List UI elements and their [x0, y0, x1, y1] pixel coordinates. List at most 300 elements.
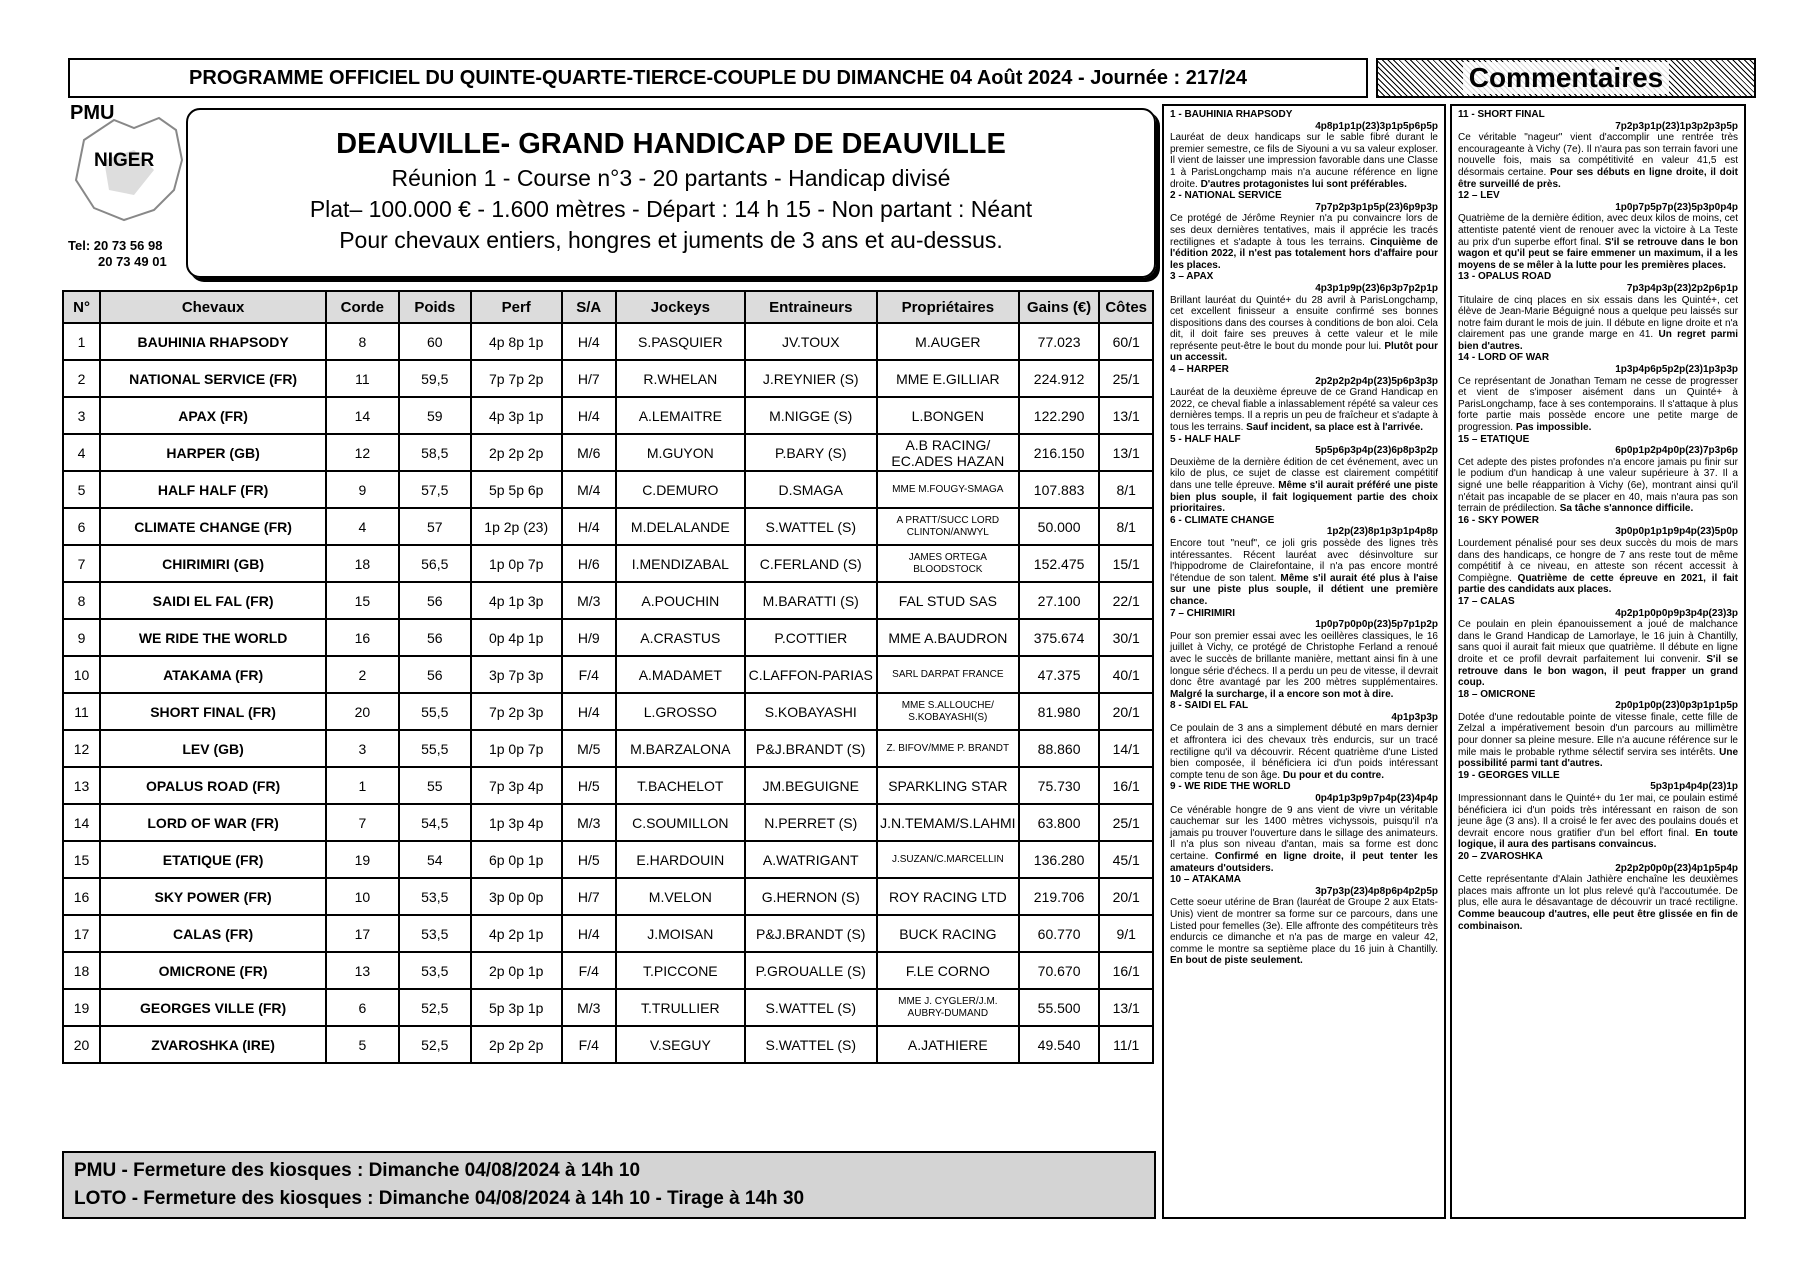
table-cell: 10 [63, 656, 100, 693]
table-cell: JM.BEGUIGNE [745, 767, 877, 804]
table-cell: 4p 8p 1p [471, 323, 562, 360]
comment-block [1458, 434, 1738, 515]
table-cell: 5 [326, 1026, 398, 1063]
table-row [63, 323, 1153, 360]
table-cell: M.DELALANDE [616, 508, 745, 545]
table-cell: 55 [399, 767, 471, 804]
table-cell: C.LAFFON-PARIAS [745, 656, 877, 693]
comment-horse-name: 11 - SHORT FINAL [1458, 109, 1545, 120]
table-cell: 9 [63, 619, 100, 656]
comment-conclusion: Même s'il aurait préféré une piste bien plus souple, il fait logiquement partie des choix prioritaires. [1170, 480, 1438, 515]
comment-horse-name: 18 – OMICRONE [1458, 688, 1536, 700]
table-cell: A.WATRIGANT [745, 841, 877, 878]
comment-text [1170, 723, 1438, 781]
table-cell: M.GUYON [616, 434, 745, 471]
comment-perf: 7p7p2p3p1p5p(23)6p9p3p [1315, 201, 1438, 213]
table-cell: 50.000 [1019, 508, 1100, 545]
table-cell: 13/1 [1099, 397, 1153, 434]
comment-body: Ce véritable "nageur" vient d'accomplir une rentrée très encourageante à Vichy (7e). Il n'aura pas son terrain favori une nouvelle fois, mais sa compétitivité en valeur 41,5 est désormais certaine. [1458, 132, 1738, 178]
table-cell: 56 [399, 656, 471, 693]
col-header-jockeys: Jockeys [616, 291, 745, 323]
comment-conclusion: Sauf incident, sa place est à l'arrivée. [1246, 422, 1424, 434]
comment-text [1458, 712, 1738, 770]
table-cell: J.REYNIER (S) [745, 360, 877, 397]
comment-horse-name: 8 - SAIDI EL FAL [1170, 700, 1249, 712]
table-cell: A.LEMAITRE [616, 397, 745, 434]
table-cell: 56,5 [399, 545, 471, 582]
comment-text [1170, 213, 1438, 271]
comment-text [1458, 538, 1738, 596]
comment-block [1458, 515, 1738, 596]
table-cell: Z. BIFOV/MME P. BRANDT [877, 730, 1019, 767]
table-cell: A.CRASTUS [616, 619, 745, 656]
comment-horse-name: 10 – ATAKAMA [1170, 874, 1241, 886]
table-cell: 152.475 [1019, 545, 1100, 582]
table-cell: 7 [63, 545, 100, 582]
race-info-1: Réunion 1 - Course n°3 - 20 partants - Handicap divisé [391, 165, 951, 191]
table-cell: F/4 [562, 1026, 616, 1063]
comment-perf: 4p8p1p1p(23)3p1p5p6p5p [1315, 120, 1438, 132]
comment-perf: 3p7p3p(23)4p8p6p4p2p5p [1315, 885, 1438, 897]
comment-body: Quatrième de la dernière édition, avec deux kilos de moins, cet attentiste patenté vient de renouer avec la victoire à La Teste au prix d'un superbe effort final. [1458, 213, 1738, 248]
comment-conclusion: Confirmé en ligne droite, il peut tenter les amateurs d'outsiders. [1170, 851, 1438, 874]
table-cell: 219.706 [1019, 878, 1100, 915]
comment-conclusion: S'il se retrouve dans le bon wagon et qu'il peut se faire emmener un maximum, il a les moyens de se mêler à la lutte pour les premières places. [1458, 236, 1739, 271]
table-cell: 20 [63, 1026, 100, 1063]
table-cell: 27.100 [1019, 582, 1100, 619]
comment-text [1458, 213, 1738, 271]
table-cell: 45/1 [1099, 841, 1153, 878]
table-row [63, 804, 1153, 841]
col-header-chevaux: Chevaux [100, 291, 326, 323]
table-cell: P.COTTIER [745, 619, 877, 656]
table-cell: 56 [399, 582, 471, 619]
table-cell: 6 [326, 989, 398, 1026]
table-cell: 60.770 [1019, 915, 1100, 952]
comment-horse-name: 5 - HALF HALF [1170, 433, 1241, 445]
comment-horse-name: 14 - LORD OF WAR [1458, 352, 1550, 364]
table-cell: 7p 2p 3p [471, 693, 562, 730]
closing-info [62, 1151, 1156, 1219]
comment-perf: 4p1p3p3p [1391, 711, 1438, 723]
comment-horse-name: 3 – APAX [1170, 271, 1214, 283]
table-cell: 11/1 [1099, 1026, 1153, 1063]
comment-conclusion: D'autres protagonistes lui sont préférables. [1200, 178, 1407, 190]
table-cell: 17 [63, 915, 100, 952]
table-cell: 2 [326, 656, 398, 693]
table-row [63, 952, 1153, 989]
table-cell: M.AUGER [877, 323, 1019, 360]
table-cell: A.MADAMET [616, 656, 745, 693]
pmu-logo [64, 100, 186, 245]
comment-perf: 4p2p1p0p0p9p3p4p(23)3p [1615, 607, 1738, 619]
comment-text [1458, 619, 1738, 689]
table-cell: APAX (FR) [100, 397, 326, 434]
table-cell: 4 [63, 434, 100, 471]
comment-block [1170, 190, 1438, 271]
table-cell: 60 [399, 323, 471, 360]
comment-conclusion: Un regret parmi bien d'autres. [1458, 329, 1738, 352]
table-cell: 55.500 [1019, 989, 1100, 1026]
comment-block [1170, 874, 1438, 967]
race-info-3: Pour chevaux entiers, hongres et juments de 3 ans et au-dessus. [339, 227, 1003, 253]
table-cell: 13/1 [1099, 989, 1153, 1026]
comment-text [1458, 376, 1738, 434]
table-cell: 4p 1p 3p [471, 582, 562, 619]
comment-conclusion: Du pour et du contre. [1282, 769, 1384, 781]
comment-perf: 5p3p1p4p4p(23)1p [1650, 781, 1738, 793]
table-cell: LEV (GB) [100, 730, 326, 767]
comment-perf: 6p0p1p2p4p0p(23)7p3p6p [1615, 445, 1738, 457]
table-cell: MME J. CYGLER/J.M. AUBRY-DUMAND [877, 989, 1019, 1026]
table-cell: D.SMAGA [745, 471, 877, 508]
table-cell: 3p 7p 3p [471, 656, 562, 693]
table-cell: L.GROSSO [616, 693, 745, 730]
table-cell: 88.860 [1019, 730, 1100, 767]
table-cell: 11 [326, 360, 398, 397]
table-cell: 8 [326, 323, 398, 360]
table-cell: 13/1 [1099, 434, 1153, 471]
table-cell: H/4 [562, 693, 616, 730]
table-cell: ATAKAMA (FR) [100, 656, 326, 693]
table-cell: 14 [63, 804, 100, 841]
comment-horse-name: 20 – ZVAROSHKA [1458, 851, 1543, 862]
table-cell: NATIONAL SERVICE (FR) [100, 360, 326, 397]
table-cell: ETATIQUE (FR) [100, 841, 326, 878]
table-cell: HALF HALF (FR) [100, 471, 326, 508]
table-cell: P&J.BRANDT (S) [745, 730, 877, 767]
table-cell: 4p 2p 1p [471, 915, 562, 952]
comment-text [1170, 295, 1438, 365]
table-row [63, 767, 1153, 804]
table-cell: 1 [63, 323, 100, 360]
table-cell: C.SOUMILLON [616, 804, 745, 841]
comment-text [1170, 132, 1438, 190]
table-cell: C.FERLAND (S) [745, 545, 877, 582]
table-cell: LORD OF WAR (FR) [100, 804, 326, 841]
table-cell: 10 [326, 878, 398, 915]
table-row [63, 693, 1153, 730]
table-cell: H/4 [562, 323, 616, 360]
table-cell: 1p 3p 4p [471, 804, 562, 841]
table-cell: 12 [63, 730, 100, 767]
comment-block [1170, 515, 1438, 608]
table-cell: M/3 [562, 989, 616, 1026]
table-cell: OPALUS ROAD (FR) [100, 767, 326, 804]
table-cell: 55,5 [399, 693, 471, 730]
comment-horse-name: 2 - NATIONAL SERVICE [1170, 190, 1282, 202]
comment-body: Lourdement pénalisé pour ses deux succès du mois de mars dans des handicaps, ce hongre de 7 ans reste tout de même compétitif à ce niveau, en atteste son récent accessit à Compiègne. [1458, 537, 1738, 584]
comment-horse-name: 13 - OPALUS ROAD [1458, 271, 1552, 283]
comment-conclusion: S'il se retrouve dans le bon wagon, il peut frapper un grand coup. [1458, 653, 1739, 689]
table-cell: SKY POWER (FR) [100, 878, 326, 915]
table-cell: 7p 7p 2p [471, 360, 562, 397]
table-cell: 52,5 [399, 1026, 471, 1063]
comment-horse-name: 16 - SKY POWER [1458, 514, 1539, 526]
table-cell: SHORT FINAL (FR) [100, 693, 326, 730]
table-cell: 1 [326, 767, 398, 804]
table-cell: BUCK RACING [877, 915, 1019, 952]
table-cell: 54,5 [399, 804, 471, 841]
comment-conclusion: Une possibilité parmi tant d'autres. [1458, 746, 1739, 770]
comment-conclusion: Pas impossible. [1515, 422, 1592, 434]
table-cell: 6p 0p 1p [471, 841, 562, 878]
table-cell: 7p 3p 4p [471, 767, 562, 804]
table-cell: 122.290 [1019, 397, 1100, 434]
table-cell: 3 [63, 397, 100, 434]
table-cell: 25/1 [1099, 360, 1153, 397]
table-cell: A PRATT/SUCC LORD CLINTON/ANWYL [877, 508, 1019, 545]
table-cell: 3p 0p 0p [471, 878, 562, 915]
table-cell: T.TRULLIER [616, 989, 745, 1026]
table-cell: 14/1 [1099, 730, 1153, 767]
partants-table [62, 290, 1154, 1064]
table-cell: SARL DARPAT FRANCE [877, 656, 1019, 693]
table-cell: 13 [326, 952, 398, 989]
table-cell: 53,5 [399, 915, 471, 952]
table-cell: OMICRONE (FR) [100, 952, 326, 989]
table-cell: 53,5 [399, 878, 471, 915]
comment-perf: 3p0p0p1p1p9p4p(23)5p0p [1615, 526, 1738, 538]
table-cell: 5p 5p 6p [471, 471, 562, 508]
table-cell: M.BARZALONA [616, 730, 745, 767]
table-cell: A.POUCHIN [616, 582, 745, 619]
table-cell: H/7 [562, 360, 616, 397]
table-cell: 77.023 [1019, 323, 1100, 360]
table-cell: 40/1 [1099, 656, 1153, 693]
table-cell: 59 [399, 397, 471, 434]
comment-body: Brillant lauréat du Quinté+ du 28 avril à ParisLongchamp, cet excellent finisseur a ensuite confirmé ses bonnes dispositions dans des courses à conditions de bon aloi. Cela dit, il doit faire ses preuves à cette valeur et le mile représente peut-être le bout du monde pour lui. [1170, 294, 1438, 352]
race-info-2: Plat– 100.000 € - 1.600 mètres - Départ : 14 h 15 - Non partant : Néant [309, 196, 1033, 222]
table-row [63, 508, 1153, 545]
table-cell: H/4 [562, 508, 616, 545]
comment-horse-name: 15 – ETATIQUE [1458, 433, 1530, 445]
logo-text-niger: NIGER [94, 150, 155, 171]
phone-numbers [68, 238, 190, 270]
phone-2: 20 73 49 01 [98, 254, 167, 269]
comment-body: Ce poulain de 3 ans a simplement débuté en mars dernier et affrontera ici des chevaux très endurcis, sur un tracé rectiligne qu'il va découvrir. Récent quatrième d'une Listed bien composée, il bénéficiera ici d'un poids intéressant compte tenu de son âge. [1170, 723, 1438, 781]
comment-body: Impressionnant dans le Quinté+ du 1er mai, ce poulain estimé bénéficiera ici d'un poids très intéressant en raison de son jeune âge (3 ans). Il a croisé le fer avec des poulains doués et devrait encore nous gratifier d'un bel effort final. [1458, 793, 1738, 839]
table-cell: 25/1 [1099, 804, 1153, 841]
col-header-cotes: Côtes [1099, 291, 1153, 323]
table-cell: 16/1 [1099, 767, 1153, 804]
table-row [63, 545, 1153, 582]
table-cell: F/4 [562, 952, 616, 989]
table-cell: 2p 2p 2p [471, 434, 562, 471]
table-cell: 18 [63, 952, 100, 989]
table-row [63, 915, 1153, 952]
table-cell: S.WATTEL (S) [745, 989, 877, 1026]
comment-conclusion: Pour ses débuts en ligne droite, il doit être surveillé de près. [1458, 166, 1739, 190]
table-cell: J.SUZAN/C.MARCELLIN [877, 841, 1019, 878]
table-cell: P&J.BRANDT (S) [745, 915, 877, 952]
comment-conclusion: En bout de piste seulement. [1170, 955, 1303, 967]
table-cell: 70.670 [1019, 952, 1100, 989]
table-cell: M.VELON [616, 878, 745, 915]
comment-body: Cet adepte des pistes profondes n'a encore jamais pu finir sur le podium d'un handicap à une valeur supérieure à 37. Il a signé une belle réapparition à Vichy (6e), montrant ainsi qu'il n'était pas incapable de se placer en 40, mais n'aura pas son terrain de prédilection. [1458, 456, 1738, 515]
comment-block [1458, 271, 1738, 352]
table-cell: I.MENDIZABAL [616, 545, 745, 582]
table-cell: F/4 [562, 656, 616, 693]
comment-block [1170, 271, 1438, 364]
table-cell: V.SEGUY [616, 1026, 745, 1063]
table-cell: 15/1 [1099, 545, 1153, 582]
col-header-proprietaires: Propriétaires [877, 291, 1019, 323]
table-cell: 16/1 [1099, 952, 1153, 989]
comment-block [1170, 781, 1438, 874]
col-header-poids: Poids [399, 291, 471, 323]
col-header-corde: Corde [326, 291, 398, 323]
table-cell: 11 [63, 693, 100, 730]
table-cell: H/5 [562, 841, 616, 878]
table-cell: 22/1 [1099, 582, 1153, 619]
table-cell: T.BACHELOT [616, 767, 745, 804]
comment-perf: 7p2p3p1p(23)1p3p2p3p5p [1615, 120, 1738, 132]
table-cell: 6 [63, 508, 100, 545]
table-cell: 7 [326, 804, 398, 841]
comment-horse-name: 17 – CALAS [1458, 595, 1515, 607]
commentaires-header [1376, 58, 1756, 98]
comment-block [1458, 190, 1738, 271]
table-cell: BAUHINIA RHAPSODY [100, 323, 326, 360]
table-cell: A.B RACING/ EC.ADES HAZAN [877, 434, 1019, 471]
table-cell: 5 [63, 471, 100, 508]
table-cell: 19 [326, 841, 398, 878]
table-cell: M.BARATTI (S) [745, 582, 877, 619]
table-cell: 75.730 [1019, 767, 1100, 804]
comment-perf: 5p5p6p3p4p(23)6p8p3p2p [1315, 445, 1438, 457]
table-cell: 4 [326, 508, 398, 545]
table-cell: 30/1 [1099, 619, 1153, 656]
comment-block [1170, 109, 1438, 190]
comment-text [1170, 805, 1438, 875]
table-cell: J.MOISAN [616, 915, 745, 952]
comment-conclusion: Quatrième de cette épreuve en 2021, il fait partie des candidats aux places. [1458, 572, 1738, 596]
table-cell: 57,5 [399, 471, 471, 508]
table-cell: 8 [63, 582, 100, 619]
comment-conclusion: Comme beaucoup d'autres, elle peut être glissée en fin de combinaison. [1458, 908, 1738, 932]
comment-horse-name: 4 – HARPER [1170, 364, 1229, 376]
comment-block [1458, 770, 1738, 851]
comment-horse-name: 9 - WE RIDE THE WORLD [1170, 781, 1291, 793]
table-cell: J.N.TEMAM/S.LAHMI [877, 804, 1019, 841]
comment-perf: 2p2p2p2p4p(23)5p6p3p3p [1315, 375, 1438, 387]
comment-text [1458, 793, 1738, 851]
table-cell: G.HERNON (S) [745, 878, 877, 915]
table-cell: 57 [399, 508, 471, 545]
table-cell: 58,5 [399, 434, 471, 471]
comment-perf: 7p3p4p3p(23)2p2p6p1p [1626, 282, 1738, 294]
comment-text [1170, 457, 1438, 515]
table-cell: H/7 [562, 878, 616, 915]
comment-horse-name: 6 - CLIMATE CHANGE [1170, 514, 1275, 526]
comment-conclusion: Sa tâche s'annonce difficile. [1559, 503, 1694, 515]
comment-block [1458, 851, 1738, 932]
table-cell: MME E.GILLIAR [877, 360, 1019, 397]
col-header-sa: S/A [562, 291, 616, 323]
table-cell: 47.375 [1019, 656, 1100, 693]
comment-body: Deuxième de la dernière édition de cet événement, avec un kilo de plus, ce sujet de classe est clairement compétitif dans une telle épreuve. [1170, 456, 1438, 491]
comment-body: Cette représentante d'Alain Jathière enchaîne les deuxièmes places mais affronte un lot plus relevé qu'à l'accoutumée. De plus, elle aura le désavantage de découvrir un tracé rectiligne. [1458, 874, 1738, 909]
col-header-entraineurs: Entraineurs [745, 291, 877, 323]
table-cell: M/5 [562, 730, 616, 767]
table-cell: 3 [326, 730, 398, 767]
table-cell: M/3 [562, 804, 616, 841]
comment-block [1458, 689, 1738, 770]
comment-perf: 2p0p1p0p(23)0p3p1p1p5p [1615, 700, 1738, 712]
table-cell: 1p 2p (23) [471, 508, 562, 545]
comment-perf: 1p0p7p0p0p(23)5p7p1p2p [1315, 619, 1438, 631]
table-cell: 9/1 [1099, 915, 1153, 952]
comment-body: Ce vénérable hongre de 9 ans vient de vivre un véritable cauchemar sur les 1400 mètres vichyssois, puisqu'il n'a jamais pu trouver l'ouverture dans le sillage des animateurs. Il n'a plus son niveau d'antan, mais sa forme est donc certaine. [1170, 804, 1438, 862]
table-row [63, 656, 1153, 693]
table-cell: T.PICCONE [616, 952, 745, 989]
table-cell: 16 [326, 619, 398, 656]
comment-body: Ce représentant de Jonathan Temam ne cesse de progresser et vient de s'imposer aisément dans un Quinté+ à ParisLongchamp, face à ses contemporains. Il s'attaque à plus forte partie mais possède encore une petite marge de progression. [1458, 375, 1738, 434]
comment-conclusion: Cinquième de l'édition 2022, il n'est pas totalement hors d'affaire pour les places. [1170, 236, 1438, 271]
table-cell: 224.912 [1019, 360, 1100, 397]
programme-title [68, 58, 1368, 98]
table-row [63, 1026, 1153, 1063]
table-cell: S.KOBAYASHI [745, 693, 877, 730]
table-cell: 2p 0p 1p [471, 952, 562, 989]
comment-conclusion: En toute logique, il aura des partisans convaincus. [1458, 827, 1738, 851]
comments-column-1 [1162, 104, 1446, 1219]
table-cell: MME M.FOUGY-SMAGA [877, 471, 1019, 508]
table-cell: 2p 2p 2p [471, 1026, 562, 1063]
table-cell: F.LE CORNO [877, 952, 1019, 989]
table-cell: 52,5 [399, 989, 471, 1026]
table-cell: 54 [399, 841, 471, 878]
table-cell: 5p 3p 1p [471, 989, 562, 1026]
comment-text [1458, 132, 1738, 190]
table-cell: S.WATTEL (S) [745, 508, 877, 545]
comment-perf: 0p4p1p3p9p7p4p(23)4p4p [1315, 793, 1438, 805]
comment-body: Cette soeur utérine de Bran (lauréat de Groupe 2 aux Etats-Unis) vient de montrer sa forme sur ce parcours, dans une Listed pour femelles (3e). Elle affronte des compétiteurs très endurcis ce dimanche et n'a pas de marge en valeur 42, comme le montre sa septième place du 16 juin à Chantilly. [1170, 897, 1438, 955]
table-cell: ZVAROSHKA (IRE) [100, 1026, 326, 1063]
comment-block [1458, 596, 1738, 689]
table-cell: 60/1 [1099, 323, 1153, 360]
pmu-closing: PMU - Fermeture des kiosques : Dimanche 04/08/2024 à 14h 10 [74, 1160, 641, 1181]
table-row [63, 878, 1153, 915]
table-cell: H/5 [562, 767, 616, 804]
comment-horse-name: 19 - GEORGES VILLE [1458, 769, 1560, 781]
table-cell: 15 [63, 841, 100, 878]
table-cell: JV.TOUX [745, 323, 877, 360]
comment-perf: 2p2p2p0p0p(23)4p1p5p4p [1615, 862, 1738, 874]
comment-block [1458, 109, 1738, 190]
table-cell: R.WHELAN [616, 360, 745, 397]
table-cell: H/6 [562, 545, 616, 582]
comment-body: Lauréat de la deuxième épreuve de ce Grand Handicap en 2022, ce cheval fiable a inlassablement répété sa valeur ces dernières temps. Il a repris un peu de fraîcheur et s'adapte à tous les terrains. [1170, 387, 1438, 434]
comment-text [1170, 631, 1438, 701]
table-cell: P.BARY (S) [745, 434, 877, 471]
table-cell: 107.883 [1019, 471, 1100, 508]
loto-closing: LOTO - Fermeture des kiosques : Dimanche 04/08/2024 à 14h 10 - Tirage à 14h 30 [74, 1188, 805, 1209]
table-header-row [63, 291, 1153, 323]
comment-text [1170, 897, 1438, 967]
table-cell: 81.980 [1019, 693, 1100, 730]
table-cell: A.JATHIERE [877, 1026, 1019, 1063]
comment-perf: 1p0p7p5p7p(23)5p3p0p4p [1615, 201, 1738, 213]
table-cell: H/9 [562, 619, 616, 656]
table-cell: 17 [326, 915, 398, 952]
table-cell: CALAS (FR) [100, 915, 326, 952]
table-cell: MME A.BAUDRON [877, 619, 1019, 656]
table-cell: 18 [326, 545, 398, 582]
comment-text [1458, 457, 1738, 515]
table-cell: C.DEMURO [616, 471, 745, 508]
